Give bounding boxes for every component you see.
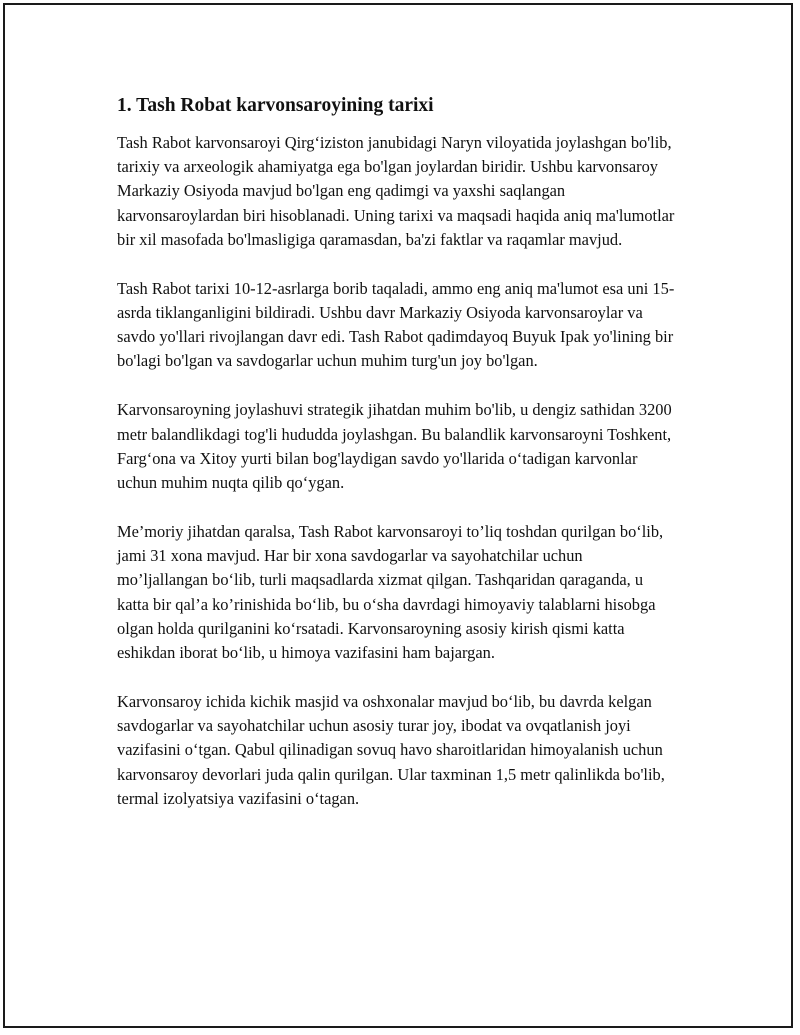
paragraph-interior: Karvonsaroy ichida kichik masjid va oshxonalar mavjud bo‘lib, bu davrda kelgan savdogarlar va sayohatchilar uchun asosiy turar joy, ibodat va ovqatlanish joyi vazifasini o‘tgan. Qabul qilinadigan sovuq havo sharoitlaridan himoyalanish uchun karvonsaroy devorlari juda qalin qurilgan. Ular taxminan 1,5 metr qalinlikda bo'lib, termal izolyatsiya vazifasini o‘tagan. xyxy=(117,692,665,808)
paragraph-history-intro: Tash Rabot karvonsaroyi Qirg‘iziston janubidagi Naryn viloyatida joylashgan bo'lib, tarixiy va arxeologik ahamiyatga ega bo'lgan joylardan biridir. Ushbu karvonsaroy Markaziy Osiyoda mavjud bo'lgan eng qadimgi va yaxshi saqlangan karvonsaroylardan biri hisoblanadi. Uning tarixi va maqsadi haqida aniq ma'lumotlar bir xil masofada bo'lmasligiga qaramasdan, ba'zi faktlar va raqamlar mavjud. xyxy=(117,133,675,249)
paragraph-architecture: Me’moriy jihatdan qaralsa, Tash Rabot karvonsaroyi to’liq toshdan qurilgan bo‘lib, jami 31 xona mavjud. Har bir xona savdogarlar va sayohatchilar uchun mo’ljallangan bo‘lib, turli maqsadlarda xizmat qilgan. Tashqaridan qaraganda, u katta bir qal’a ko’rinishida bo‘lib, bu o‘sha davrdagi himoyaviy talablarni hisobga olgan holda qurilganini ko‘rsatadi. Karvonsaroyning asosiy kirish qismi katta eshikdan iborat bo‘lib, u himoya vazifasini ham bajargan. xyxy=(117,522,664,663)
section-heading: 1. Tash Robat karvonsaroyining tarixi xyxy=(117,95,434,116)
document-body xyxy=(117,93,677,836)
paragraph-dating: Tash Rabot tarixi 10-12-asrlarga borib taqaladi, ammo eng aniq ma'lumot esa uni 15-asrda tiklanganligini bildiradi. Ushbu davr Markaziy Osiyoda karvonsaroylar va savdo yo'llari rivojlangan davr edi. Tash Rabot qadimdayoq Buyuk Ipak yo'lining bir bo'lagi bo'lgan va savdogarlar uchun muhim turg'un joy bo'lgan. xyxy=(117,278,675,371)
paragraph-location: Karvonsaroyning joylashuvi strategik jihatdan muhim bo'lib, u dengiz sathidan 3200 metr balandlikdagi tog'li hududda joylashgan. Bu balandlik karvonsaroyni Toshkent, Farg‘ona va Xitoy yurti bilan bog'laydigan savdo yo'llarida o‘tadigan karvonlar uchun muhim nuqta qilib qo‘ygan. xyxy=(117,400,672,493)
